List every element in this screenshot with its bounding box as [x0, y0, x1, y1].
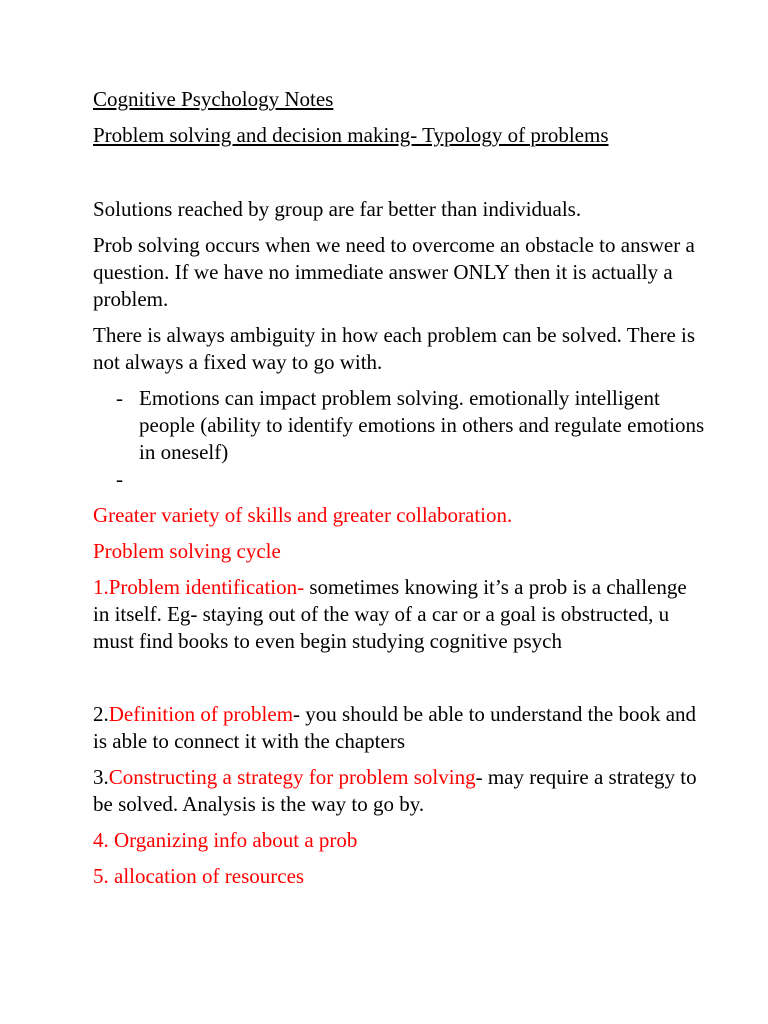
step-2-text: - you should be able to understand the book and is able to connect it with the chapters: [93, 702, 697, 753]
step-4-paragraph: 4. Organizing info about a prob: [93, 828, 358, 852]
doc-subtitle: Problem solving and decision making- Typology of problems: [93, 123, 609, 147]
paragraph-ambiguity: There is always ambiguity in how each problem can be solved. There is not always a fixed way to go with.: [93, 323, 696, 374]
step-2-number: 2.: [93, 702, 109, 726]
highlight-collaboration: Greater variety of skills and greater collaboration.: [93, 503, 513, 527]
step-2-label: Definition of problem: [108, 702, 294, 726]
list-item-text: Emotions can impact problem solving. emotionally intelligent people (ability to identify emotions in others and regulate emotions in oneself): [139, 386, 705, 464]
doc-title: Cognitive Psychology Notes: [93, 87, 334, 111]
list-item: [93, 385, 708, 466]
section-heading-cycle: Problem solving cycle: [93, 539, 281, 563]
list-item: [93, 466, 708, 493]
step-3-number: 3.: [93, 765, 109, 789]
paragraph-problem-solving-definition: Prob solving occurs when we need to overcome an obstacle to answer a question. If we have no immediate answer ONLY then it is actually a problem.: [93, 233, 695, 311]
paragraph-group-solutions: Solutions reached by group are far better than individuals.: [93, 197, 582, 221]
step-2-paragraph: [93, 701, 708, 755]
dash-marker: -: [116, 467, 123, 491]
step-3-text: - may require a strategy to be solved. Analysis is the way to go by.: [93, 765, 697, 816]
bullet-list: [93, 385, 708, 493]
step-3-label: Constructing a strategy for problem solving: [108, 765, 476, 789]
step-1-text: sometimes knowing it’s a prob is a challenge in itself. Eg- staying out of the way of a car or a goal is obstructed, u must find books to even begin studying cognitive psych: [93, 575, 687, 653]
step-1-label: 1.Problem identification-: [93, 575, 305, 599]
step-3-paragraph: [93, 764, 708, 818]
step-1-paragraph: [93, 574, 708, 655]
step-5-paragraph: 5. allocation of resources: [93, 864, 305, 888]
dash-marker: -: [116, 386, 123, 410]
